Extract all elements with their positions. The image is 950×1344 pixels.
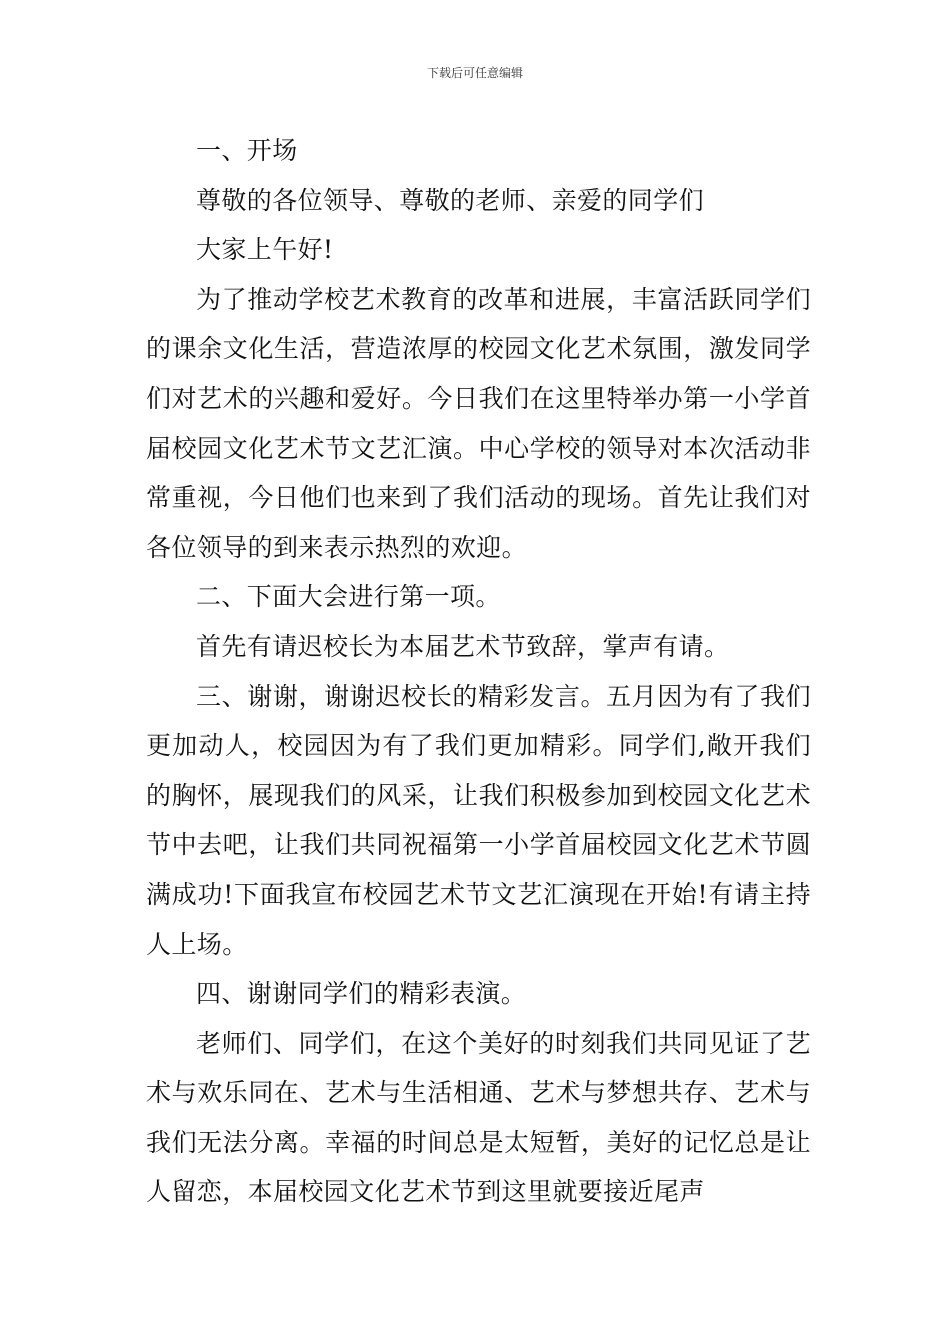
header-note: 下载后可任意编辑 <box>426 66 523 80</box>
greeting-line: 尊敬的各位领导、尊敬的老师、亲爱的同学们 <box>196 185 705 215</box>
body-paragraph: 首先有请迟校长为本届艺术节致辞，掌声有请。 <box>196 631 730 661</box>
section-heading-opening: 一、开场 <box>196 136 298 165</box>
body-paragraph: 为了推动学校艺术教育的改革和进展，丰富活跃同学们的课余文化生活，营造浓厚的校园文化艺术氛围，激发同学们对艺术的兴趣和爱好。今日我们在这里特举办第一小学首届校园文化艺术节文艺汇演。中心学校的领导对本次活动非常重视，今日他们也来到了我们活动的现场。首先让我们对各位领导的到来表示热烈的欢迎。 <box>146 284 811 562</box>
section-heading: 四、谢谢同学们的精彩表演。 <box>196 979 527 1009</box>
document-body <box>146 126 811 1217</box>
section-heading: 二、下面大会进行第一项。 <box>196 582 501 612</box>
body-paragraph: 老师们、同学们，在这个美好的时刻我们共同见证了艺术与欢乐同在、艺术与生活相通、艺术与梦想共存、艺术与我们无法分离。幸福的时间总是太短暂，美好的记忆总是让人留恋，本届校园文化艺术节到这里就要接近尾声 <box>146 1028 811 1207</box>
body-paragraph: 三、谢谢，谢谢迟校长的精彩发言。五月因为有了我们更加动人，校园因为有了我们更加精彩。同学们,敞开我们的胸怀，展现我们的风采，让我们积极参加到校园文化艺术节中去吧，让我们共同祝福第一小学首届校园文化艺术节圆满成功!下面我宣布校园艺术节文艺汇演现在开始!有请主持人上场。 <box>146 681 811 959</box>
greeting-line: 大家上午好! <box>196 235 334 265</box>
